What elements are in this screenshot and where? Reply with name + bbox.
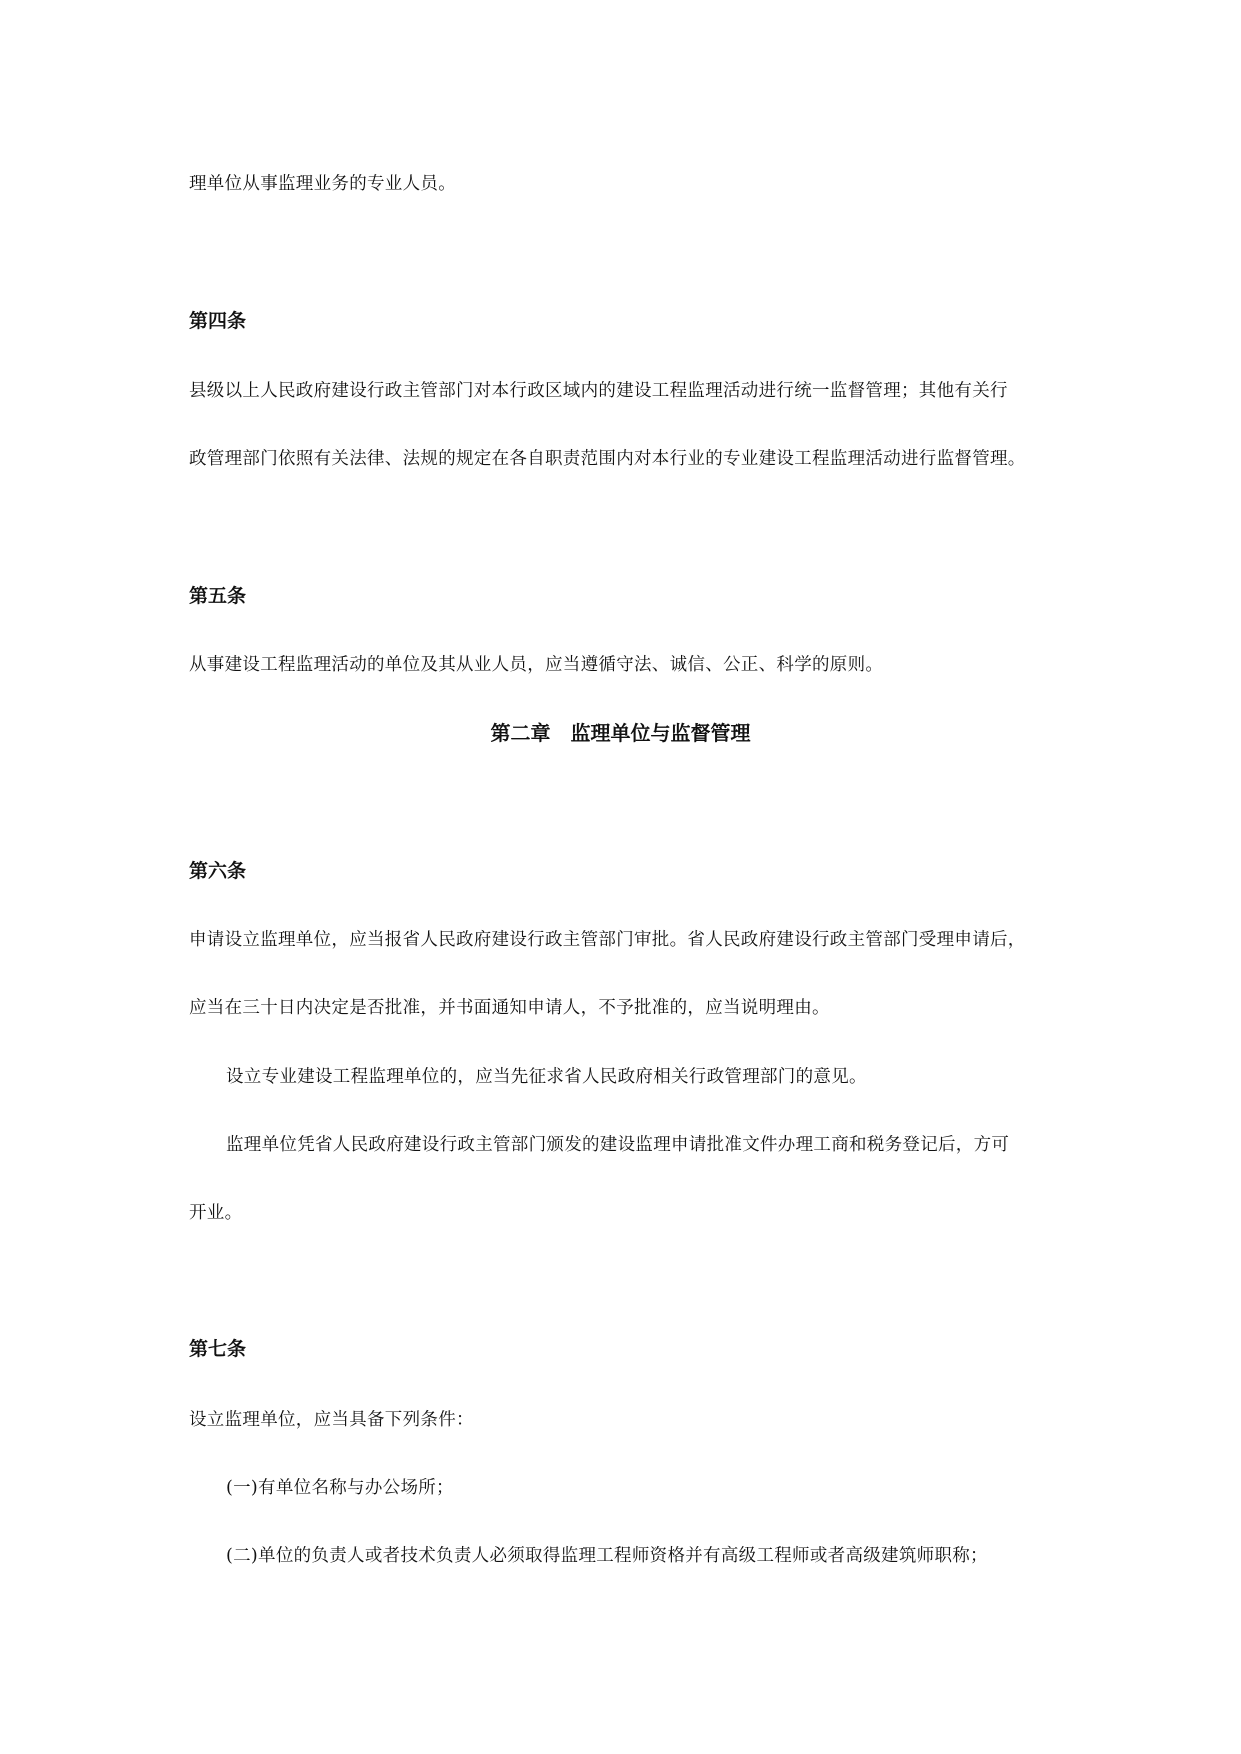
- article-5-line-1: 从事建设工程监理活动的单位及其从业人员，应当遵循守法、诚信、公正、科学的原则。: [189, 655, 884, 675]
- article-7-item-1: (一)有单位名称与办公场所；: [226, 1478, 454, 1498]
- article-4-line-2: 政管理部门依照有关法律、法规的规定在各自职责范围内对本行业的专业建设工程监理活动进行监督管理。: [189, 449, 1026, 469]
- article-4-heading: 第四条: [189, 310, 247, 332]
- article-7-heading: 第七条: [189, 1338, 247, 1360]
- article-7-line-1: 设立监理单位，应当具备下列条件：: [189, 1410, 474, 1430]
- paragraph-line: 理单位从事监理业务的专业人员。: [189, 174, 456, 194]
- article-6-paragraph-3-line-2: 开业。: [189, 1203, 243, 1223]
- article-5-heading: 第五条: [189, 585, 247, 607]
- article-6-line-2: 应当在三十日内决定是否批准，并书面通知申请人，不予批准的，应当说明理由。: [189, 998, 830, 1018]
- article-6-line-1: 申请设立监理单位，应当报省人民政府建设行政主管部门审批。省人民政府建设行政主管部门受理申请后，: [189, 930, 1026, 950]
- article-4-line-1: 县级以上人民政府建设行政主管部门对本行政区域内的建设工程监理活动进行统一监督管理；其他有关行: [189, 381, 1008, 401]
- article-6-paragraph-2: 设立专业建设工程监理单位的，应当先征求省人民政府相关行政管理部门的意见。: [226, 1067, 867, 1087]
- article-6-heading: 第六条: [189, 860, 247, 882]
- article-6-paragraph-3-line-1: 监理单位凭省人民政府建设行政主管部门颁发的建设监理申请批准文件办理工商和税务登记后，方可: [226, 1135, 1010, 1155]
- chapter-2-title: 第二章 监理单位与监督管理: [490, 721, 751, 745]
- article-7-item-2: (二)单位的负责人或者技术负责人必须取得监理工程师资格并有高级工程师或者高级建筑师职称；: [226, 1546, 988, 1566]
